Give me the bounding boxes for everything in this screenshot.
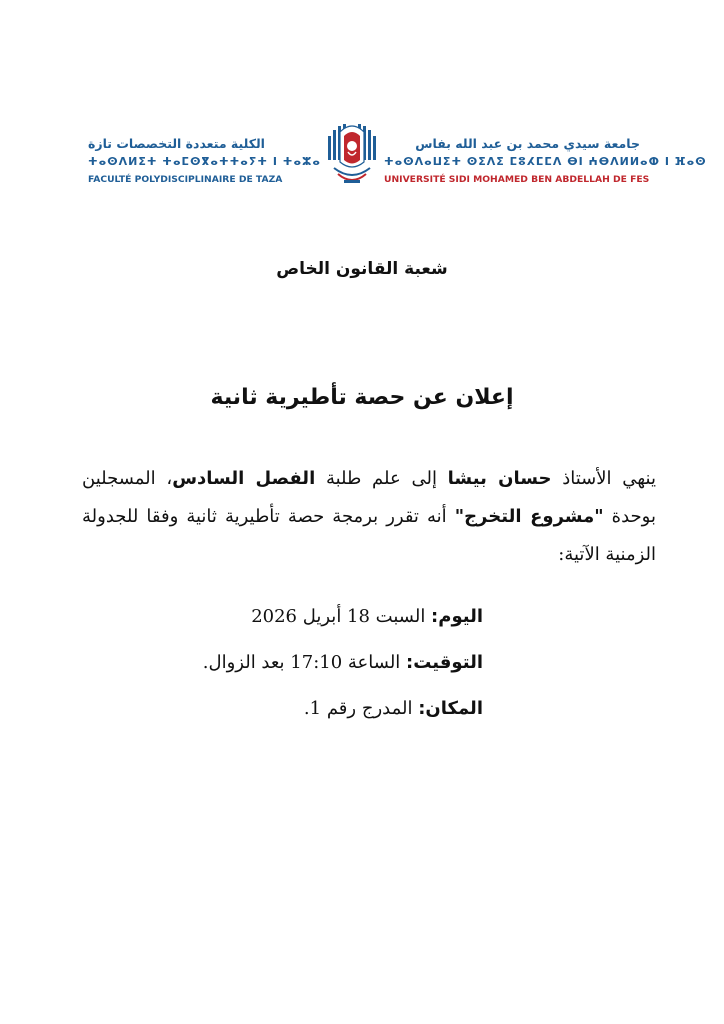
day-label: اليوم:: [431, 606, 483, 627]
announcement-title: إعلان عن حصة تأطيرية ثانية: [210, 385, 514, 410]
university-name-french: UNIVERSITÉ SIDI MOHAMED BEN ABDELLAH DE FES: [384, 174, 650, 185]
body-text: إلى علم طلبة: [315, 468, 448, 489]
faculty-name-french: FACULTÉ POLYDISCIPLINAIRE DE TAZA: [88, 174, 283, 185]
university-name-arabic: جامعة سيدي محمد بن عبد الله بفاس: [415, 136, 640, 151]
schedule-day: [123, 604, 483, 630]
body-text: ، المسجلين بوحدة: [82, 468, 656, 527]
body-text: ينهي الأستاذ: [551, 468, 656, 489]
schedule-location: [123, 696, 483, 722]
schedule-time: [123, 650, 483, 676]
time-label: التوقيت:: [406, 652, 483, 673]
university-header: [384, 136, 707, 186]
semester-name: الفصل السادس: [172, 468, 316, 489]
module-name: "مشروع التخرج": [454, 506, 604, 527]
university-crest-logo: [324, 122, 380, 190]
faculty-name-arabic: الكلية متعددة التخصصات تازة: [88, 136, 265, 151]
faculty-name-tifinagh: ⵜⴰⵙⴷⵍⵉⵜ ⵜⴰⵎⵙⴳⴰⵜⵜⴰⵢⵜ ⵏ ⵜⴰⵣⴰ: [88, 155, 322, 168]
time-value: الساعة 17:10 بعد الزوال.: [202, 652, 407, 673]
day-value: السبت 18 أبريل 2026: [251, 606, 432, 627]
professor-name: حسان بيشا: [447, 468, 552, 489]
university-name-tifinagh: ⵜⴰⵙⴷⴰⵡⵉⵜ ⵙⵉⴷⵉ ⵎⵓⵃⵎⵎⴷ ⴱⵏ ⵄⴱⴷⵍⵍⴰⵀ ⵏ ⴼⴰⵙ: [384, 155, 707, 168]
body-text: أنه تقرر برمجة حصة تأطيرية ثانية وفقا للجدولة الزمنية الآتية:: [82, 506, 656, 565]
location-label: المكان:: [418, 698, 483, 719]
department-heading: شعبة القانون الخاص: [276, 259, 448, 279]
location-value: المدرج رقم 1.: [303, 698, 419, 719]
announcement-body: [82, 460, 656, 574]
faculty-header: [88, 136, 320, 186]
